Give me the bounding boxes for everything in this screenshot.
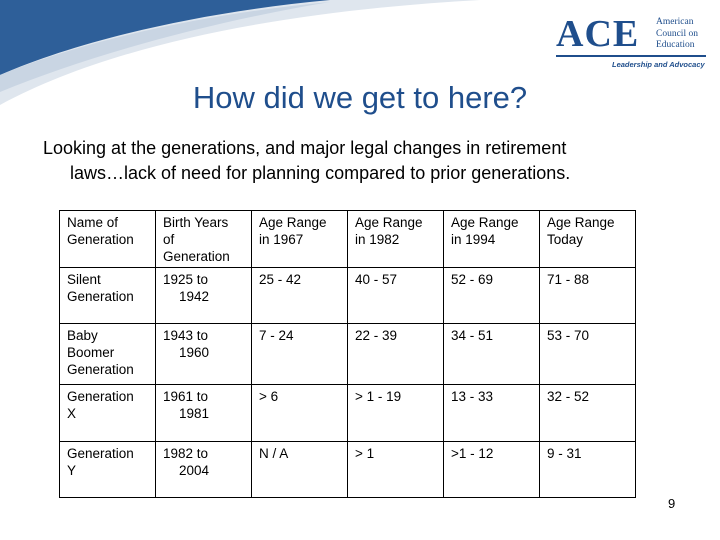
cell-age-1982: > 1 <box>348 442 444 498</box>
cell-birth-years: 1925 to 1942 <box>156 268 252 324</box>
header-birth-years: Birth Years of Generation <box>156 211 252 268</box>
logo-name-line: American <box>656 17 694 27</box>
cell-age-1967: N / A <box>252 442 348 498</box>
page-number: 9 <box>668 496 676 511</box>
table-header-row <box>60 211 636 268</box>
header-name-of-generation: Name of Generation <box>60 211 156 268</box>
logo-rule <box>556 55 706 57</box>
header-age-1994: Age Range in 1994 <box>444 211 540 268</box>
cell-age-today: 9 - 31 <box>540 442 636 498</box>
table-row <box>60 268 636 324</box>
cell-age-today: 71 - 88 <box>540 268 636 324</box>
ace-logo <box>556 14 706 72</box>
cell-age-1982: 22 - 39 <box>348 324 444 385</box>
logo-tagline: Leadership and Advocacy <box>612 60 705 69</box>
logo-organization-name <box>656 17 716 52</box>
slide-subtitle <box>43 136 643 186</box>
cell-generation-name: Generation X <box>60 385 156 442</box>
table-row <box>60 442 636 498</box>
table-row <box>60 324 636 385</box>
header-age-1967: Age Range in 1967 <box>252 211 348 268</box>
cell-age-1967: > 6 <box>252 385 348 442</box>
cell-age-1994: 52 - 69 <box>444 268 540 324</box>
header-age-today: Age Range Today <box>540 211 636 268</box>
cell-birth-years: 1961 to 1981 <box>156 385 252 442</box>
logo-mark: ACE <box>556 13 640 55</box>
cell-age-1994: 34 - 51 <box>444 324 540 385</box>
cell-age-1994: 13 - 33 <box>444 385 540 442</box>
cell-age-today: 32 - 52 <box>540 385 636 442</box>
cell-generation-name: Silent Generation <box>60 268 156 324</box>
slide-title: How did we get to here? <box>192 80 528 115</box>
logo-name-line: Education <box>656 40 695 50</box>
subtitle-line-1: Looking at the generations, and major legal changes in retirement <box>43 138 567 158</box>
generations-table <box>59 210 636 498</box>
cell-age-today: 53 - 70 <box>540 324 636 385</box>
cell-age-1994: >1 - 12 <box>444 442 540 498</box>
cell-age-1967: 7 - 24 <box>252 324 348 385</box>
cell-birth-years: 1982 to 2004 <box>156 442 252 498</box>
logo-name-line: Council on <box>656 28 698 39</box>
cell-generation-name: Generation Y <box>60 442 156 498</box>
cell-birth-years: 1943 to 1960 <box>156 324 252 385</box>
table-row <box>60 385 636 442</box>
cell-generation-name: Baby Boomer Generation <box>60 324 156 385</box>
subtitle-line-2: laws…lack of need for planning compared to prior generations. <box>70 163 571 183</box>
cell-age-1982: 40 - 57 <box>348 268 444 324</box>
cell-age-1982: > 1 - 19 <box>348 385 444 442</box>
cell-age-1967: 25 - 42 <box>252 268 348 324</box>
header-age-1982: Age Range in 1982 <box>348 211 444 268</box>
